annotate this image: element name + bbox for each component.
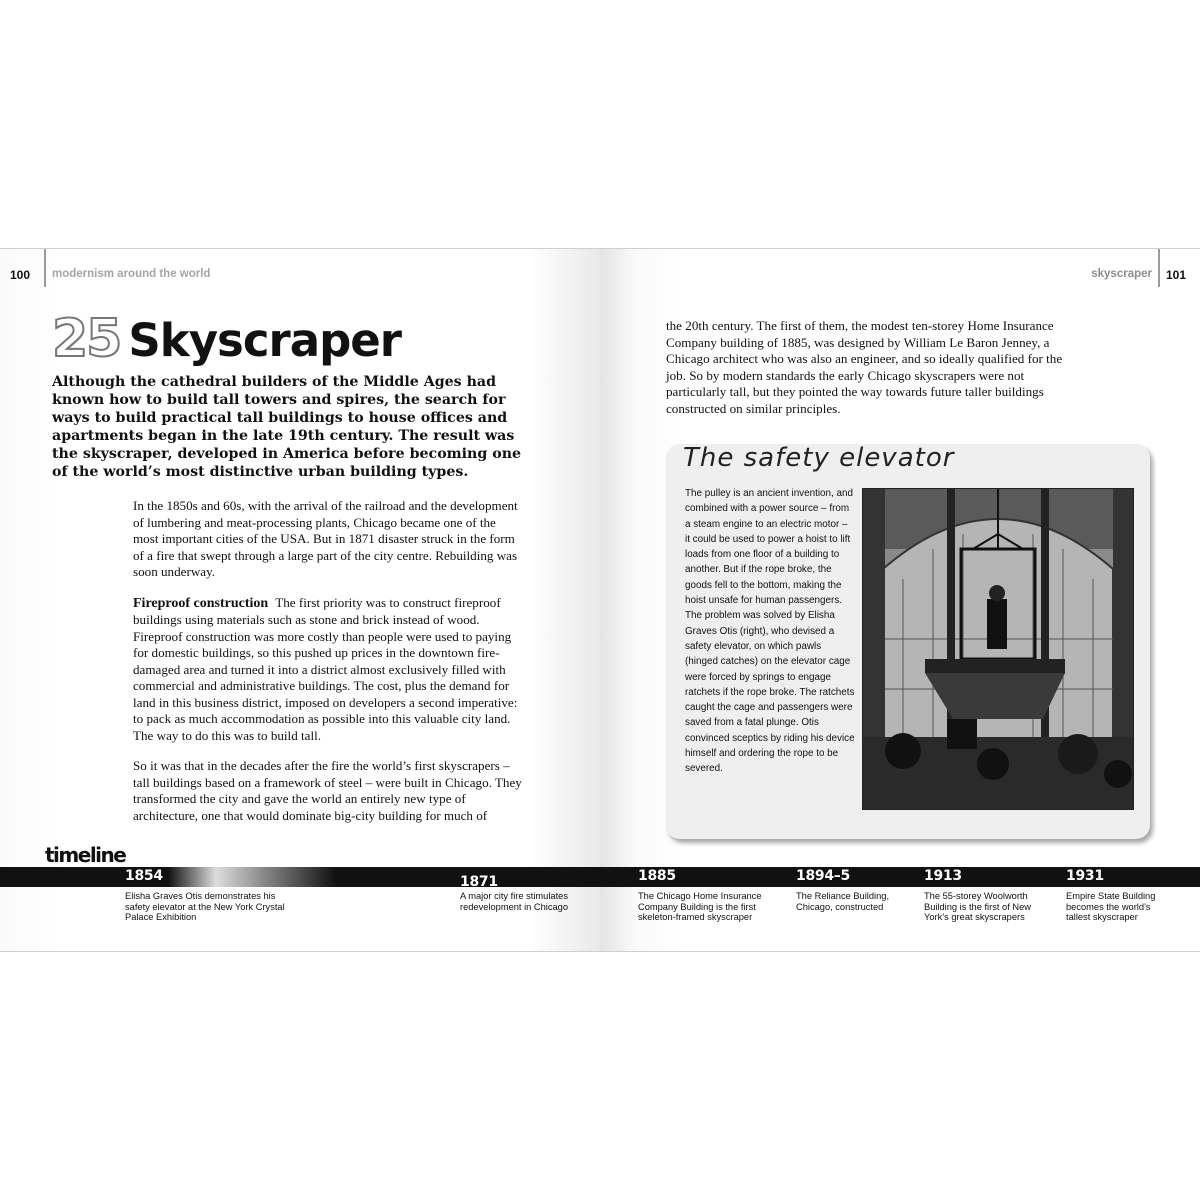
intro-paragraph: Although the cathedral builders of the Middle Ages had known how to build tall towers and spires, the search for ways to build practical tall buildings to house offices and apartments began in the late 19th century. The result was the skyscraper, developed in America before becoming one of the world’s most distinctive urban building types. — [52, 374, 522, 480]
timeline-text: The 55-storey Woolworth Building is the first of New York’s great skyscrapers — [924, 891, 1031, 923]
header-rule — [1158, 249, 1160, 287]
timeline-year: 1871 — [460, 874, 498, 890]
timeline-bar — [0, 867, 600, 887]
elevator-illustration — [862, 488, 1134, 810]
feature-box-text: The pulley is an ancient invention, and combined with a power source – from a steam engine to an electric motor – it could be used to power a hoist to lift loads from one floor of a building to another. But if the rope broke, the goods fell to the bottom, making the hoist unsafe for human passengers. The problem was solved by Elisha Graves Otis (right), who devised a safety elevator, on which pawls (hinged catches) on the elevator cage were forced by springs to engage ratchets if the rope broke. The ratchets caught the cage and passengers were saved from a fatal plunge. Otis convinced sceptics by riding his device himself and ordering the rope to be severed. — [685, 488, 855, 775]
continued-paragraph: the 20th century. The first of them, the modest ten-storey Home Insurance Company building of 1885, was designed by William Le Baron Jenney, a Chicago architect who was also an engineer, and so ideally qualified for the job. So by modern standards the early Chicago skyscrapers were not particularly tall, but they pointed the way towards future taller buildings constructed on similar principles. — [666, 318, 1063, 416]
left-page — [0, 249, 600, 951]
page-number: 101 — [1166, 268, 1187, 282]
body-text — [133, 498, 523, 838]
paragraph-1: In the 1850s and 60s, with the arrival of the railroad and the development of lumbering and meat-processing plants, Chicago became one of the most important cities of the USA. But in 1871 disaster struck in the form of a fire that swept through a large part of the city centre. Rebuilding was soon underway. — [133, 498, 518, 579]
timeline-year: 1931 — [1066, 868, 1104, 884]
subheading: Fireproof construction — [133, 595, 269, 611]
timeline-year: 1894–5 — [796, 868, 850, 884]
book-spread — [0, 248, 1200, 952]
timeline-year: 1913 — [924, 868, 962, 884]
timeline-text: Empire State Building becomes the world’s tallest skyscraper — [1066, 891, 1156, 923]
right-page — [600, 249, 1200, 951]
timeline-year: 1885 — [638, 868, 676, 884]
timeline-text: The Reliance Building, Chicago, constructed — [796, 891, 890, 912]
chapter-number: 25 — [52, 309, 121, 369]
timeline-text: Elisha Graves Otis demonstrates his safety elevator at the New York Crystal Palace Exhibition — [125, 891, 285, 923]
paragraph-2-text: The first priority was to construct fireproof buildings using materials such as stone and brick instead of wood. Fireproof construction was more costly than people were used to paying for domestic buildings, so this pushed up prices in the downtown fire-damaged area and turned it into a district almost exclusively filled with commercial and administrative buildings. The cost, plus the demand for land in this business district, imposed on developers a second imperative: to pack as much accommodation as possible into this valuable city land. The way to do this was to build tall. — [133, 594, 518, 743]
paragraph-2 — [133, 595, 523, 745]
header-rule — [44, 249, 46, 287]
page-number: 100 — [10, 268, 31, 282]
section-header: modernism around the world — [52, 268, 211, 280]
feature-box — [666, 444, 1150, 839]
timeline-label: timeline — [45, 843, 126, 867]
timeline-text: A major city fire stimulates redevelopment in Chicago — [460, 891, 569, 912]
timeline-text: The Chicago Home Insurance Company Building is the first skeleton-framed skyscraper — [638, 891, 762, 923]
feature-box-title: The safety elevator — [683, 444, 955, 473]
section-header: skyscraper — [1091, 268, 1152, 280]
timeline-bar — [600, 867, 1200, 887]
timeline-year: 1854 — [125, 868, 163, 884]
paragraph-3: So it was that in the decades after the fire the world’s first skyscrapers – tall buildings based on a framework of steel – were built in Chicago. They transformed the city and gave the world an entirely new type of architecture, one that would dominate big-city building for much of — [133, 758, 522, 823]
page-title: Skyscraper — [128, 314, 401, 367]
chapter-title — [52, 309, 401, 369]
